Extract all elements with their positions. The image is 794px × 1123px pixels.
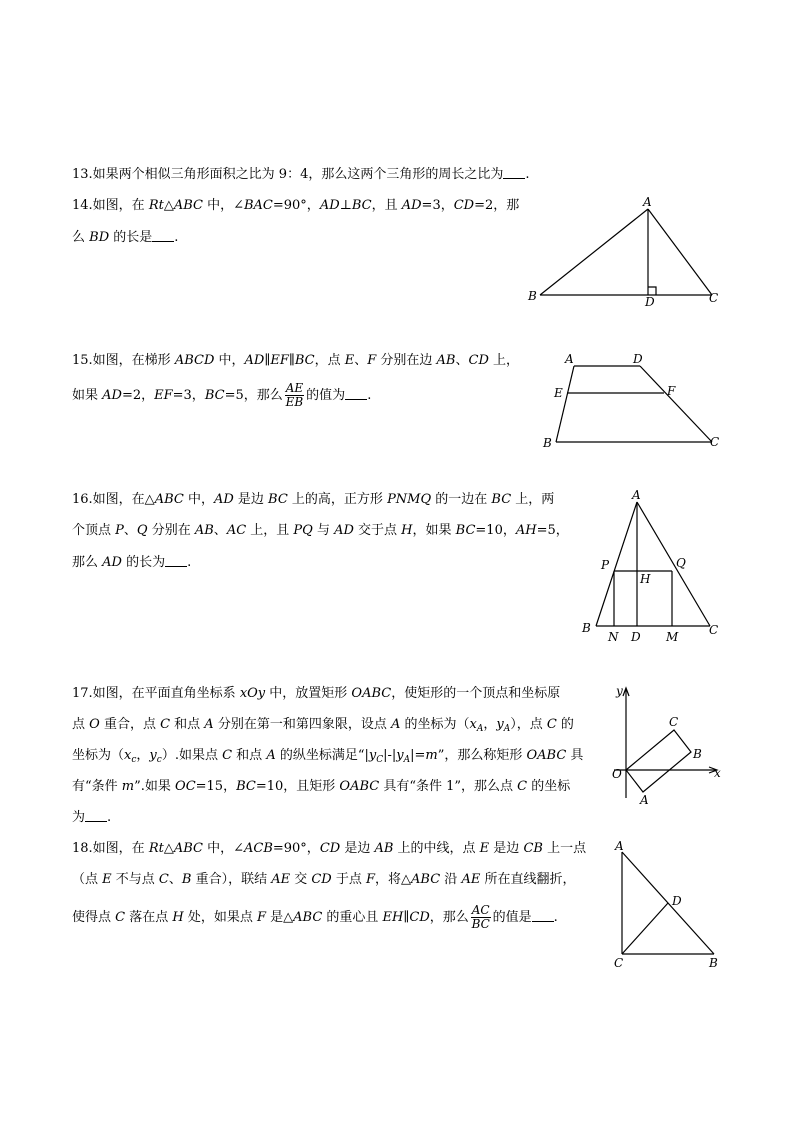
- question-17-line-1: [72, 685, 560, 702]
- subscript: A: [503, 724, 511, 734]
- question-13: [72, 166, 530, 183]
- text: EF: [154, 388, 173, 403]
- answer-blank[interactable]: [85, 809, 107, 822]
- text: 为: [72, 810, 86, 825]
- text: F: [367, 353, 377, 368]
- label-n: N: [608, 630, 619, 644]
- text: =90°，: [272, 841, 320, 856]
- text: OABC: [351, 686, 392, 701]
- text: 如果: [72, 388, 103, 403]
- text: 的坐标为（: [400, 717, 470, 732]
- text: Rt△ABC: [148, 198, 203, 213]
- text: 17.如图，在平面直角坐标系: [72, 686, 240, 701]
- text: 是边: [233, 492, 269, 507]
- text: BC: [236, 779, 256, 794]
- text: 重合），联结: [191, 872, 272, 887]
- text: 上的高，正方形: [287, 492, 388, 507]
- question-18-line-2: [72, 871, 575, 888]
- label-d: D: [633, 352, 643, 366]
- text: =3，: [421, 198, 454, 213]
- text: C: [517, 779, 528, 794]
- figure-18: [606, 836, 736, 976]
- text: C: [222, 748, 233, 763]
- text: BC: [491, 492, 512, 507]
- question-15-line-2: [72, 382, 371, 409]
- text: =90°，: [272, 198, 320, 213]
- numerator: AE: [285, 381, 304, 395]
- text: ）.如果点: [161, 748, 223, 763]
- text: ，那么: [429, 910, 469, 925]
- text: BC: [455, 523, 476, 538]
- text: AB: [436, 353, 456, 368]
- text: =10，且矩形: [255, 779, 340, 794]
- subscript: c: [156, 755, 162, 765]
- text: AH: [515, 523, 537, 538]
- text: BC: [204, 388, 225, 403]
- text: .: [174, 230, 179, 245]
- q13-text: 13.如果两个相似三角形面积之比为 9：4，那么这两个三角形的周长之比为: [72, 167, 504, 182]
- label-e: E: [554, 386, 563, 400]
- text: BD: [89, 230, 110, 245]
- subscript: A: [403, 755, 411, 765]
- question-17-line-4: [72, 778, 570, 795]
- text: 坐标为（: [72, 748, 125, 763]
- text: 是边: [489, 841, 524, 856]
- text: .: [367, 388, 372, 403]
- text: 、: [168, 872, 182, 887]
- text: P: [115, 523, 124, 538]
- answer-blank[interactable]: [152, 229, 174, 242]
- text: 上一点: [542, 841, 587, 856]
- text: CD: [468, 353, 489, 368]
- text: 所在直线翻折，: [480, 872, 576, 887]
- text: F: [256, 910, 266, 925]
- text: 、: [455, 353, 469, 368]
- text: AD: [102, 388, 122, 403]
- text: Q: [136, 523, 148, 538]
- text: 个顶点: [72, 523, 116, 538]
- text: E: [102, 872, 112, 887]
- text: .: [107, 810, 112, 825]
- text: EH∥CD: [382, 910, 430, 925]
- label-c: C: [614, 956, 624, 970]
- text: 于点: [331, 872, 366, 887]
- segment-ab: [540, 209, 648, 295]
- text: ），点: [510, 717, 547, 732]
- label-a: A: [643, 195, 652, 209]
- text: OABC: [339, 779, 380, 794]
- text: H: [172, 910, 184, 925]
- question-14-line-2: [72, 229, 178, 246]
- text: B: [181, 872, 192, 887]
- text: y: [149, 748, 157, 763]
- text: PQ: [293, 523, 313, 538]
- text: ，点: [314, 353, 345, 368]
- text: 分别在边: [376, 353, 437, 368]
- text: ，将△: [375, 872, 412, 887]
- text: .: [187, 555, 192, 570]
- text: xOy: [239, 686, 266, 701]
- text: PNMQ: [387, 492, 432, 507]
- figure-14: [520, 195, 720, 315]
- denominator: EB: [285, 395, 304, 409]
- text: |-|y: [383, 748, 404, 763]
- fraction-ac-bc: [471, 904, 491, 931]
- text: ，且: [371, 198, 402, 213]
- question-18-line-3: [72, 904, 558, 931]
- text: ，: [136, 748, 150, 763]
- text: BC: [268, 492, 288, 507]
- text: 落在点: [125, 910, 173, 925]
- text: C: [160, 717, 171, 732]
- label-a: A: [632, 488, 641, 502]
- label-h: H: [640, 572, 651, 586]
- label-b: B: [528, 289, 537, 303]
- text: 的值是: [492, 910, 532, 925]
- label-b: B: [582, 621, 591, 635]
- text: H: [401, 523, 413, 538]
- text: A: [390, 717, 401, 732]
- text: x: [124, 748, 132, 763]
- subscript: A: [476, 724, 484, 734]
- text: C: [546, 717, 557, 732]
- text: 交于点: [353, 523, 402, 538]
- text: y: [496, 717, 504, 732]
- text: 15.如图，在梯形: [72, 353, 175, 368]
- segment-ac: [637, 502, 710, 626]
- text: 上，两: [511, 492, 555, 507]
- text: AD∥EF∥BC: [244, 353, 315, 368]
- text: ABC: [293, 910, 323, 925]
- text: 与: [312, 523, 335, 538]
- label-b: B: [693, 747, 702, 761]
- figure-16: [578, 486, 728, 651]
- text: A: [204, 717, 214, 732]
- text: C: [158, 872, 169, 887]
- question-17-line-5: [72, 809, 111, 826]
- text: 是△: [266, 910, 294, 925]
- text: =2，那: [474, 198, 520, 213]
- text: AB: [374, 841, 394, 856]
- label-p: P: [601, 558, 610, 572]
- text: =5，那么: [224, 388, 283, 403]
- answer-blank[interactable]: [165, 554, 187, 567]
- text: 和点: [232, 748, 267, 763]
- question-14-line-1: [72, 197, 519, 214]
- text: O: [89, 717, 100, 732]
- segment-dc: [640, 366, 712, 442]
- answer-blank[interactable]: [345, 387, 367, 400]
- text: 沿: [440, 872, 462, 887]
- figure-17: [606, 680, 736, 810]
- text: OC: [175, 779, 196, 794]
- text: F: [366, 872, 376, 887]
- text: 中，放置矩形: [265, 686, 352, 701]
- text: 有“条件: [72, 779, 122, 794]
- right-angle-mark: [648, 287, 656, 295]
- text: 中，∠: [202, 198, 244, 213]
- text: AE: [461, 872, 481, 887]
- text: ，如果: [412, 523, 456, 538]
- text: （点: [72, 872, 103, 887]
- text: =15，: [195, 779, 237, 794]
- text: 的: [556, 717, 574, 732]
- text: 具: [566, 748, 584, 763]
- label-a: A: [640, 793, 649, 807]
- denominator: BC: [471, 917, 490, 931]
- text: ABCD: [174, 353, 215, 368]
- label-c: C: [710, 435, 720, 449]
- text: 14.如图，在: [72, 198, 149, 213]
- label-m: M: [666, 630, 679, 644]
- segment-ab: [556, 366, 574, 442]
- label-q: Q: [676, 556, 686, 570]
- text: 交: [290, 872, 312, 887]
- label-b: B: [543, 436, 552, 450]
- text: E: [479, 841, 490, 856]
- text: 上，且: [246, 523, 294, 538]
- text: C: [115, 910, 126, 925]
- text: OABC: [526, 748, 567, 763]
- label-o: O: [612, 767, 622, 781]
- text: 中，∠: [202, 841, 244, 856]
- numerator: AC: [471, 903, 490, 917]
- text: 重合，点: [99, 717, 161, 732]
- text: CB: [523, 841, 543, 856]
- text: =10，: [475, 523, 516, 538]
- text: AD: [334, 523, 354, 538]
- text: |=m: [410, 748, 438, 763]
- text: ，使矩形的一个顶点和坐标原: [391, 686, 561, 701]
- text: 那么: [72, 555, 103, 570]
- figure-15: [540, 350, 730, 450]
- text: m: [121, 779, 135, 794]
- text: 的纵坐标满足“: [275, 748, 365, 763]
- question-17-line-2: [72, 716, 574, 738]
- text: x: [469, 717, 477, 732]
- segment-cd: [622, 903, 668, 954]
- segment-ac: [648, 209, 712, 295]
- text: 16.如图，在△: [72, 492, 155, 507]
- text: ABC: [154, 492, 184, 507]
- text: CD: [319, 841, 341, 856]
- answer-blank[interactable]: [503, 166, 525, 179]
- text: 的值为: [306, 388, 346, 403]
- label-d: D: [631, 630, 641, 644]
- label-c: C: [709, 291, 719, 305]
- text: 的一边在: [431, 492, 492, 507]
- text: BAC: [243, 198, 273, 213]
- text: 上，: [488, 353, 520, 368]
- label-f: F: [667, 384, 676, 398]
- text: 不与点: [111, 872, 159, 887]
- text: AD: [102, 555, 122, 570]
- question-17-line-3: [72, 747, 583, 769]
- text: =2，: [121, 388, 155, 403]
- text: 分别在: [147, 523, 195, 538]
- question-16-line-1: [72, 491, 554, 508]
- text: =5，: [536, 523, 569, 538]
- text: AD⊥BC: [319, 198, 372, 213]
- text: 的长为: [121, 555, 166, 570]
- text: AD: [401, 198, 422, 213]
- fraction-ae-eb: [285, 382, 304, 409]
- text: 、: [213, 523, 227, 538]
- label-b: B: [709, 956, 718, 970]
- text: A: [266, 748, 276, 763]
- text: |y: [364, 748, 377, 763]
- q13-end: .: [525, 167, 530, 182]
- text: 点: [72, 717, 90, 732]
- label-d: D: [672, 894, 682, 908]
- question-15-line-1: [72, 352, 519, 369]
- text: 中，: [183, 492, 214, 507]
- text: ACB: [243, 841, 273, 856]
- text: 18.如图，在: [72, 841, 149, 856]
- text: Rt△ABC: [148, 841, 203, 856]
- text: AC: [226, 523, 247, 538]
- text: .: [553, 910, 558, 925]
- text: 的重心且: [322, 910, 383, 925]
- label-a: A: [615, 839, 624, 853]
- text: 么: [72, 230, 90, 245]
- label-c: C: [709, 623, 719, 637]
- subscript: c: [131, 755, 137, 765]
- label-a: A: [565, 352, 574, 366]
- text: ”.如果: [134, 779, 176, 794]
- label-d: D: [645, 295, 655, 309]
- text: 使得点: [72, 910, 116, 925]
- label-c: C: [669, 715, 679, 729]
- text: 的长是: [109, 230, 153, 245]
- label-x: x: [714, 766, 721, 780]
- text: 具有“条件 1”，那么点: [379, 779, 518, 794]
- text: =3，: [172, 388, 205, 403]
- text: ，: [483, 717, 497, 732]
- text: 中，: [214, 353, 245, 368]
- text: ABC: [411, 872, 441, 887]
- text: E: [344, 353, 355, 368]
- text: AD: [213, 492, 234, 507]
- text: 和点: [170, 717, 205, 732]
- text: 、: [354, 353, 368, 368]
- text: 处，如果点: [183, 910, 257, 925]
- subscript: C: [376, 755, 384, 765]
- rectangle-oabc: [626, 730, 691, 792]
- text: 上的中线，点: [393, 841, 480, 856]
- question-16-line-3: [72, 554, 191, 571]
- text: 分别在第一和第四象限，设点: [213, 717, 391, 732]
- text: AE: [271, 872, 291, 887]
- answer-blank[interactable]: [532, 909, 554, 922]
- label-y: y: [616, 684, 623, 698]
- text: CD: [453, 198, 475, 213]
- text: AB: [194, 523, 214, 538]
- question-16-line-2: [72, 522, 569, 539]
- text: CD: [311, 872, 332, 887]
- text: 是边: [340, 841, 375, 856]
- text: 、: [123, 523, 137, 538]
- text: 的坐标: [527, 779, 571, 794]
- question-18-line-1: [72, 840, 586, 857]
- text: ”，那么称矩形: [437, 748, 527, 763]
